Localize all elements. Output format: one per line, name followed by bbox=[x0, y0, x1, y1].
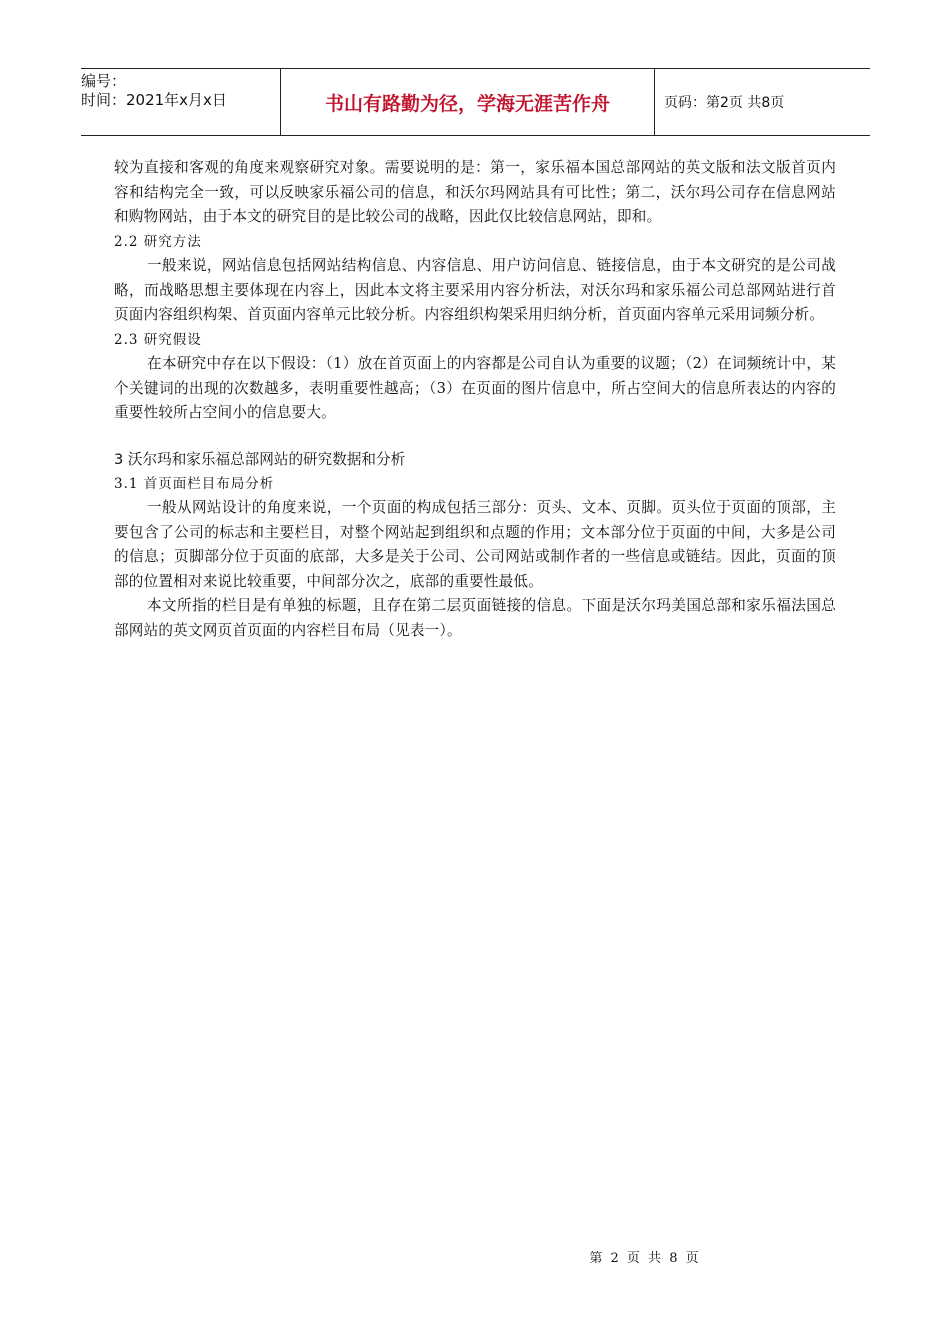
document-date-label: 时间：2021年x月x日 bbox=[81, 91, 227, 109]
paragraph-3-1a: 一般从网站设计的角度来说，一个页面的构成包括三部分：页头、文本、页脚。页头位于页面的顶部，主要包含了公司的标志和主要栏目，对整个网站起到组织和点题的作用；文本部分位于页面的中间，大多是公司的信息；页脚部分位于页面的底部，大多是关于公司、公司网站或制作者的一些信息或链结。因此，页面的顶部的位置相对来说比较重要，中间部分次之，底部的重要性最低。 bbox=[114, 499, 836, 590]
paragraph-2-3: 在本研究中存在以下假设：（1）放在首页面上的内容都是公司自认为重要的议题；（2）在词频统计中，某个关键词的出现的次数越多，表明重要性越高；（3）在页面的图片信息中，所占空间大的信息所表达的内容的重要性较所占空间小的信息要大。 bbox=[114, 355, 836, 421]
footer-page-number: 第 2 页 共 8 页 bbox=[589, 1251, 701, 1266]
section-3-heading: 3 沃尔玛和家乐福总部网站的研究数据和分析 bbox=[114, 450, 406, 468]
document-number-label: 编号： bbox=[81, 72, 127, 90]
paragraph-3-1b: 本文所指的栏目是有单独的标题，且存在第二层页面链接的信息。下面是沃尔玛美国总部和家乐福法国总部网站的英文网页首页面的内容栏目布局（见表一）。 bbox=[114, 597, 836, 639]
document-body bbox=[114, 156, 836, 643]
header-page-cell bbox=[655, 69, 870, 135]
page-footer bbox=[170, 1247, 950, 1266]
header-motto: 书山有路勤为径，学海无涯苦作舟 bbox=[324, 92, 610, 115]
paragraph-2-2: 一般来说，网站信息包括网站结构信息、内容信息、用户访问信息、链接信息，由于本文研究的是公司战略，而战略思想主要体现在内容上，因此本文将主要采用内容分析法，对沃尔玛和家乐福公司总部网站进行首页面内容组织构架、首页面内容单元比较分析。内容组织构架采用归纳分析，首页面内容单元采用词频分析。 bbox=[114, 257, 836, 323]
header-page-number: 页码：第2页 共8页 bbox=[664, 95, 785, 111]
heading-2-2: 2.2 研究方法 bbox=[114, 233, 202, 250]
page-header bbox=[81, 68, 870, 136]
heading-2-3: 2.3 研究假设 bbox=[114, 331, 202, 348]
header-motto-cell bbox=[281, 69, 655, 135]
paragraph-continued: 较为直接和客观的角度来观察研究对象。需要说明的是：第一，家乐福本国总部网站的英文版和法文版首页内容和结构完全一致，可以反映家乐福公司的信息，和沃尔玛网站具有可比性；第二，沃尔玛公司存在信息网站和购物网站，由于本文的研究目的是比较公司的战略，因此仅比较信息网站，即和。 bbox=[114, 159, 836, 225]
heading-3-1: 3.1 首页面栏目布局分析 bbox=[114, 475, 275, 492]
header-meta-cell bbox=[81, 69, 281, 135]
